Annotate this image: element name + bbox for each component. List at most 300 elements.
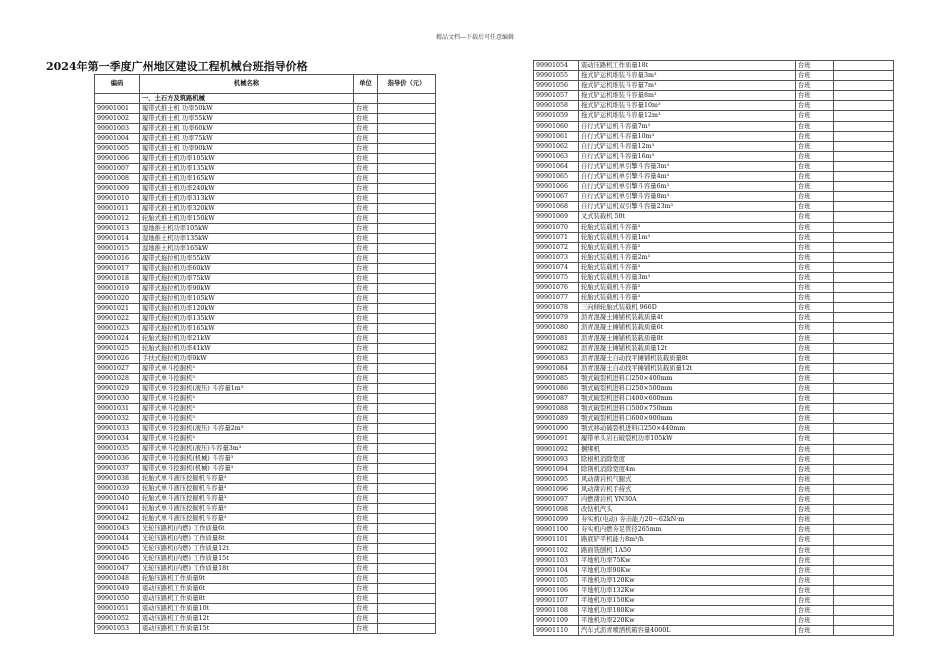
machine-name: 轮胎式装载机斗容量2m³ <box>579 252 796 262</box>
unit: 台班 <box>796 353 834 363</box>
table-row <box>95 414 436 424</box>
machine-name: 履带式单斗挖掘机(机械) 斗容量³ <box>140 454 354 464</box>
machine-name: 履带式推土机功率165kW <box>140 174 354 184</box>
table-row <box>534 252 894 262</box>
table-row <box>95 594 436 604</box>
table-row <box>534 495 894 505</box>
machine-name: 履带式单斗挖掘机³ <box>140 394 354 404</box>
table-row <box>534 414 894 424</box>
price <box>834 434 894 444</box>
price <box>834 353 894 363</box>
table-row <box>534 606 894 616</box>
price <box>378 244 436 254</box>
machine-code: 99901092 <box>534 444 579 454</box>
unit: 台班 <box>354 184 378 194</box>
unit: 台班 <box>354 364 378 374</box>
unit: 台班 <box>354 584 378 594</box>
table-row <box>95 324 436 334</box>
machine-name: 自行式铲运机单引擎斗容量8m³ <box>579 192 796 202</box>
table-row <box>534 505 894 515</box>
unit: 台班 <box>796 515 834 525</box>
machine-name: 履带式拖拉机功率60kW <box>140 264 354 274</box>
price <box>834 182 894 192</box>
machine-name: 夯实机内燃夯足管径265mm <box>579 525 796 535</box>
table-row <box>95 164 436 174</box>
machine-code: 99901102 <box>534 545 579 555</box>
table-row <box>534 131 894 141</box>
machine-name: 履带式拖拉机功率165kW <box>140 324 354 334</box>
machine-name: 震动压路机工作质量15t <box>140 624 354 634</box>
price <box>834 575 894 585</box>
machine-name: 履带式推土机 功率75kW <box>140 134 354 144</box>
machine-code: 99901043 <box>95 524 140 534</box>
price <box>834 242 894 252</box>
table-row <box>534 272 894 282</box>
machine-code: 99901040 <box>95 494 140 504</box>
price <box>834 626 894 636</box>
unit: 台班 <box>796 242 834 252</box>
machine-name: 履带式拖拉机功率55kW <box>140 254 354 264</box>
unit: 台班 <box>354 524 378 534</box>
table-row <box>534 262 894 272</box>
unit: 台班 <box>354 234 378 244</box>
price <box>378 144 436 154</box>
price <box>378 324 436 334</box>
machine-name: 自行式铲运机斗容量7m³ <box>579 121 796 131</box>
table-row <box>95 134 436 144</box>
table-row <box>534 151 894 161</box>
unit: 台班 <box>796 363 834 373</box>
price <box>378 304 436 314</box>
table-row <box>534 333 894 343</box>
machine-code: 99901096 <box>534 484 579 494</box>
machine-name: 平地机功率180Kw <box>579 606 796 616</box>
table-row <box>95 544 436 554</box>
unit: 台班 <box>354 544 378 554</box>
price <box>378 614 436 624</box>
machine-name: 风动凿岩机手持式 <box>579 484 796 494</box>
machine-code: 99901071 <box>534 232 579 242</box>
price <box>834 616 894 626</box>
machine-code: 99901094 <box>534 464 579 474</box>
price <box>378 284 436 294</box>
page-title: 2024年第一季度广州地区建设工程机械台班指导价格 <box>46 60 308 73</box>
machine-name: 叉式装载机 50t <box>579 212 796 222</box>
unit: 台班 <box>354 214 378 224</box>
unit: 台班 <box>354 224 378 234</box>
machine-code: 99901089 <box>534 414 579 424</box>
table-row <box>95 534 436 544</box>
unit: 台班 <box>354 284 378 294</box>
price <box>378 454 436 464</box>
price <box>378 574 436 584</box>
machine-code: 99901033 <box>95 424 140 434</box>
machine-name: 除荆机消除宽度4m <box>579 464 796 474</box>
unit: 台班 <box>796 91 834 101</box>
table-row <box>95 274 436 284</box>
price <box>834 464 894 474</box>
price <box>834 555 894 565</box>
machine-code: 99901088 <box>534 404 579 414</box>
machine-name: 履带式单斗挖掘机³ <box>140 414 354 424</box>
price <box>834 121 894 131</box>
unit: 台班 <box>354 414 378 424</box>
unit: 台班 <box>796 293 834 303</box>
table-row <box>534 484 894 494</box>
machine-code: 99901041 <box>95 504 140 514</box>
table-row <box>95 624 436 634</box>
unit: 台班 <box>354 494 378 504</box>
machine-code: 99901023 <box>95 324 140 334</box>
machine-name: 履带式单斗挖掘机(机械) 斗容量³ <box>140 464 354 474</box>
unit: 台班 <box>796 81 834 91</box>
table-row <box>534 202 894 212</box>
table-row <box>95 404 436 414</box>
unit: 台班 <box>796 141 834 151</box>
machine-code: 99901006 <box>95 154 140 164</box>
price <box>834 222 894 232</box>
machine-code: 99901079 <box>534 313 579 323</box>
machine-code: 99901105 <box>534 575 579 585</box>
machine-code: 99901037 <box>95 464 140 474</box>
unit: 台班 <box>354 334 378 344</box>
machine-name: 履带式单斗挖掘机(液压)斗容量3m³ <box>140 444 354 454</box>
machine-name: 风动凿岩机气腿式 <box>579 474 796 484</box>
table-row <box>534 373 894 383</box>
price <box>378 374 436 384</box>
machine-name: 沥青混凝土自动找平摊铺机装载质量8t <box>579 353 796 363</box>
unit: 台班 <box>354 434 378 444</box>
unit: 台班 <box>796 111 834 121</box>
unit: 台班 <box>354 164 378 174</box>
unit: 台班 <box>796 151 834 161</box>
table-row <box>95 174 436 184</box>
table-row <box>95 574 436 584</box>
machine-code: 99901009 <box>95 184 140 194</box>
machine-code: 99901048 <box>95 574 140 584</box>
unit: 台班 <box>354 624 378 634</box>
table-row <box>95 304 436 314</box>
machine-name: 沥青混凝土摊铺机装载质量8t <box>579 333 796 343</box>
unit: 台班 <box>796 414 834 424</box>
unit: 台班 <box>354 154 378 164</box>
unit: 台班 <box>796 101 834 111</box>
unit: 台班 <box>354 504 378 514</box>
price <box>834 484 894 494</box>
table-row <box>95 114 436 124</box>
unit: 台班 <box>796 454 834 464</box>
unit: 台班 <box>796 626 834 636</box>
machine-code: 99901027 <box>95 364 140 374</box>
machine-name: 履带式单斗挖掘机³ <box>140 364 354 374</box>
price <box>378 224 436 234</box>
price <box>378 204 436 214</box>
price <box>378 544 436 554</box>
table-row <box>95 554 436 564</box>
unit: 台班 <box>354 264 378 274</box>
machine-code: 99901025 <box>95 344 140 354</box>
table-row <box>95 494 436 504</box>
table-row <box>534 616 894 626</box>
machine-name: 平地机功率220Kw <box>579 616 796 626</box>
machine-code: 99901036 <box>95 454 140 464</box>
unit: 台班 <box>354 574 378 584</box>
machine-name: 拖式铲运机堆装斗容量3m³ <box>579 71 796 81</box>
table-row <box>95 194 436 204</box>
header-price: 指导价（元） <box>378 75 436 94</box>
machine-code: 99901109 <box>534 616 579 626</box>
table-row <box>534 535 894 545</box>
machine-code: 99901047 <box>95 564 140 574</box>
machine-code: 99901013 <box>95 224 140 234</box>
machine-code: 99901017 <box>95 264 140 274</box>
machine-name: 轮胎式装载机斗容量3m³ <box>579 272 796 282</box>
machine-name: 湿地推土机功率165kW <box>140 244 354 254</box>
price <box>834 525 894 535</box>
table-row <box>534 232 894 242</box>
machine-code: 99901004 <box>95 134 140 144</box>
header-code: 编码 <box>95 75 140 94</box>
unit: 台班 <box>354 144 378 154</box>
price <box>834 414 894 424</box>
unit: 台班 <box>796 575 834 585</box>
machine-name: 履带式单斗挖掘机(液压) 斗容量1m³ <box>140 384 354 394</box>
price <box>834 404 894 414</box>
table-row <box>95 154 436 164</box>
price <box>378 354 436 364</box>
machine-name: 手扶式拖拉机功率9kW <box>140 354 354 364</box>
machine-name: 履带式推土机 功率60kW <box>140 124 354 134</box>
machine-code: 99901028 <box>95 374 140 384</box>
machine-code: 99901018 <box>95 274 140 284</box>
table-row <box>534 283 894 293</box>
machine-code: 99901015 <box>95 244 140 254</box>
machine-code: 99901055 <box>534 71 579 81</box>
machine-code: 99901034 <box>95 434 140 444</box>
price <box>834 323 894 333</box>
machine-name: 履带式单斗挖掘机³ <box>140 404 354 414</box>
table-header-row <box>95 75 436 94</box>
price <box>378 254 436 264</box>
price <box>378 334 436 344</box>
machine-name: 轮胎式装载机斗容量³ <box>579 242 796 252</box>
price <box>834 384 894 394</box>
machine-name: 震动压路机工作质量8t <box>140 594 354 604</box>
machine-name: 捆绑机 <box>579 444 796 454</box>
price <box>834 232 894 242</box>
table-row <box>95 364 436 374</box>
unit: 台班 <box>354 134 378 144</box>
machine-code: 99901024 <box>95 334 140 344</box>
machine-code: 99901053 <box>95 624 140 634</box>
machine-name: 内燃凿岩机 YN30A <box>579 495 796 505</box>
machine-code: 99901067 <box>534 192 579 202</box>
price <box>834 131 894 141</box>
table-row <box>534 424 894 434</box>
price <box>378 154 436 164</box>
price <box>834 505 894 515</box>
price <box>834 61 894 71</box>
unit: 台班 <box>796 535 834 545</box>
unit: 台班 <box>796 61 834 71</box>
unit: 台班 <box>354 474 378 484</box>
machine-code: 99901032 <box>95 414 140 424</box>
table-row <box>95 124 436 134</box>
price <box>378 294 436 304</box>
table-row <box>95 524 436 534</box>
machine-name: 履带式推土机功率135kW <box>140 164 354 174</box>
machine-name: 自行式铲运机斗容量16m³ <box>579 151 796 161</box>
unit: 台班 <box>796 131 834 141</box>
price <box>834 141 894 151</box>
machine-code: 99901080 <box>534 323 579 333</box>
machine-name: 光轮压路机(内燃) 工作质量6t <box>140 524 354 534</box>
machine-code: 99901039 <box>95 484 140 494</box>
machine-name: 履带式推土机功率240kW <box>140 184 354 194</box>
table-row <box>534 454 894 464</box>
machine-code: 99901108 <box>534 606 579 616</box>
unit: 台班 <box>796 192 834 202</box>
table-row <box>95 374 436 384</box>
table-row <box>534 515 894 525</box>
machine-name: 夯实机(电动) 夯击能力20～62kN·m <box>579 515 796 525</box>
table-row <box>95 454 436 464</box>
machine-code: 99901063 <box>534 151 579 161</box>
table-row <box>95 234 436 244</box>
table-row <box>95 244 436 254</box>
unit: 台班 <box>796 272 834 282</box>
left-price-table <box>94 74 436 634</box>
machine-code: 99901104 <box>534 565 579 575</box>
machine-code: 99901077 <box>534 293 579 303</box>
header-unit: 单位 <box>354 75 378 94</box>
machine-code: 99901110 <box>534 626 579 636</box>
table-row <box>534 384 894 394</box>
table-row <box>95 354 436 364</box>
unit: 台班 <box>796 121 834 131</box>
price <box>834 101 894 111</box>
table-row <box>534 343 894 353</box>
table-row <box>95 254 436 264</box>
price <box>834 303 894 313</box>
machine-code: 99901062 <box>534 141 579 151</box>
price <box>834 71 894 81</box>
machine-code: 99901003 <box>95 124 140 134</box>
unit: 台班 <box>354 424 378 434</box>
unit: 台班 <box>354 254 378 264</box>
right-price-table <box>533 60 894 636</box>
price <box>834 91 894 101</box>
machine-name: 轮胎式单斗液压挖掘机斗容量³ <box>140 484 354 494</box>
machine-name: 履带单头岩石破裂机功率105kW <box>579 434 796 444</box>
table-row <box>534 363 894 373</box>
price <box>378 424 436 434</box>
unit: 台班 <box>796 616 834 626</box>
price <box>834 474 894 484</box>
table-row <box>534 293 894 303</box>
machine-code: 99901052 <box>95 614 140 624</box>
price <box>834 444 894 454</box>
price <box>834 172 894 182</box>
table-row <box>534 242 894 252</box>
machine-name: 平地机功率150Kw <box>579 595 796 605</box>
machine-name: 轮胎压路机工作质量9t <box>140 574 354 584</box>
price <box>834 495 894 505</box>
section-title: 一、土石方及筑路机械 <box>140 94 354 104</box>
machine-code: 99901054 <box>534 61 579 71</box>
price <box>378 504 436 514</box>
table-row <box>534 222 894 232</box>
machine-name: 光轮压路机(内燃) 工作质量15t <box>140 554 354 564</box>
price <box>378 194 436 204</box>
machine-name: 轮胎式单斗液压挖掘机斗容量³ <box>140 504 354 514</box>
price <box>378 364 436 374</box>
table-row <box>95 334 436 344</box>
price <box>834 272 894 282</box>
table-row <box>534 595 894 605</box>
machine-name: 履带式推土机功率313kW <box>140 194 354 204</box>
machine-code: 99901010 <box>95 194 140 204</box>
machine-code: 99901007 <box>95 164 140 174</box>
machine-name: 沥青混凝土摊铺机装载质量4t <box>579 313 796 323</box>
price <box>834 212 894 222</box>
table-row <box>534 323 894 333</box>
unit: 台班 <box>354 554 378 564</box>
unit: 台班 <box>796 495 834 505</box>
machine-code: 99901076 <box>534 283 579 293</box>
machine-name: 轮胎式装载机斗容量1m³ <box>579 232 796 242</box>
unit: 台班 <box>354 454 378 464</box>
table-row <box>534 474 894 484</box>
machine-code: 99901001 <box>95 104 140 114</box>
machine-name: 自行式铲运机单引擎斗容量6m³ <box>579 182 796 192</box>
price <box>834 606 894 616</box>
price <box>378 534 436 544</box>
price <box>834 283 894 293</box>
machine-code: 99901020 <box>95 294 140 304</box>
table-row <box>534 545 894 555</box>
machine-name: 轮胎式单斗液压挖掘机斗容量³ <box>140 474 354 484</box>
machine-name: 自行式铲运机双引擎斗容量23m³ <box>579 202 796 212</box>
machine-code: 99901005 <box>95 144 140 154</box>
machine-name: 履带式单斗挖掘机³ <box>140 374 354 384</box>
unit: 台班 <box>796 172 834 182</box>
unit: 台班 <box>354 344 378 354</box>
machine-code: 99901098 <box>534 505 579 515</box>
machine-name: 履带式单斗挖掘机(液压) 斗容量2m³ <box>140 424 354 434</box>
price <box>378 274 436 284</box>
machine-code: 99901049 <box>95 584 140 594</box>
machine-code: 99901072 <box>534 242 579 252</box>
machine-code: 99901097 <box>534 495 579 505</box>
unit: 台班 <box>354 304 378 314</box>
machine-name: 颚式破裂机进料口250×500mm <box>579 384 796 394</box>
unit: 台班 <box>354 374 378 384</box>
price <box>834 111 894 121</box>
machine-code: 99901057 <box>534 91 579 101</box>
price <box>378 564 436 574</box>
machine-name: 震动压路机工作质量12t <box>140 614 354 624</box>
unit: 台班 <box>354 114 378 124</box>
unit: 台班 <box>354 314 378 324</box>
price <box>834 545 894 555</box>
price <box>834 424 894 434</box>
machine-name: 履带式单斗挖掘机³ <box>140 434 354 444</box>
machine-code: 99901045 <box>95 544 140 554</box>
unit: 台班 <box>354 274 378 284</box>
table-row <box>534 555 894 565</box>
machine-name: 自行式铲运机单引擎斗容量3m³ <box>579 161 796 171</box>
